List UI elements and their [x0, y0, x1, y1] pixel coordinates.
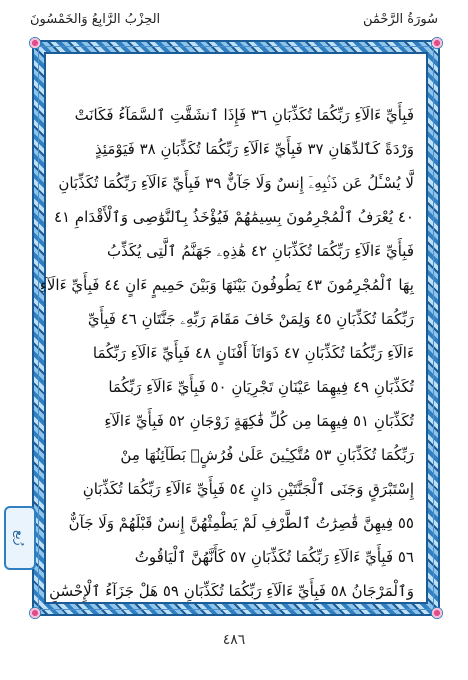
- page-header: [30, 8, 438, 34]
- verse-line: رَبِّكُمَا تُكَذِّبَانِ ٤٥ وَلِمَنْ خَافَ مَقَامَ رَبِّهِۦ جَنَّتَانِ ٤٦ فَبِأَيِّ: [87, 310, 414, 328]
- hizb-title: الحِزْبُ الرَّابِعُ وَالخَمْسُونَ: [30, 12, 161, 27]
- verse-line: رَبِّكُمَا تُكَذِّبَانِ ٥٣ مُتَّكِـِٔينَ عَلَىٰ فُرُشٍۭ بَطَآئِنُهَا مِنْ: [120, 446, 414, 464]
- verse-line: تُكَذِّبَانِ ٥١ فِيهِمَا مِن كُلِّ فَٰكِهَةٍ زَوْجَانِ ٥٢ فَبِأَيِّ ءَالَآءِ: [104, 412, 414, 430]
- verse-line: فَبِأَيِّ ءَالَآءِ رَبِّكُمَا تُكَذِّبَانِ ٤٢ هَٰذِهِۦ جَهَنَّمُ ٱلَّتِى يُكَذِّبُ: [106, 242, 414, 260]
- corner-rosette-icon: [431, 607, 443, 619]
- rub-marker: [4, 506, 36, 570]
- corner-rosette-icon: [431, 37, 443, 49]
- surah-title: سُورَةُ الرَّحْمَٰن: [362, 12, 438, 27]
- verse-line: لَّا يُسْـَٔلُ عَن ذَنۢبِهِۦٓ إِنسٌ وَلَا جَآنٌّ ٣٩ فَبِأَيِّ ءَالَآءِ رَبِّكُمَا تُكَذِّبَانِ: [58, 174, 414, 192]
- verse-line: بِهَا ٱلْمُجْرِمُونَ ٤٣ يَطُوفُونَ بَيْنَهَا وَبَيْنَ حَمِيمٍ ءَانٍ ٤٤ فَبِأَيِّ ءَالَآءِ: [39, 276, 414, 294]
- verse-line: وَٱلْمَرْجَانُ ٥٨ فَبِأَيِّ ءَالَآءِ رَبِّكُمَا تُكَذِّبَانِ ٥٩ هَلْ جَزَآءُ ٱلْإِحْسَٰنِ: [49, 582, 414, 600]
- rub-label: رُبع: [13, 530, 27, 546]
- verses-block: [39, 98, 414, 600]
- verse-line: ٤٠ يُعْرَفُ ٱلْمُجْرِمُونَ بِسِيمَٰهُمْ فَيُؤْخَذُ بِٱلنَّوَٰصِى وَٱلْأَقْدَامِ ٤١: [53, 208, 414, 226]
- corner-rosette-icon: [29, 37, 41, 49]
- verse-line: تُكَذِّبَانِ ٤٩ فِيهِمَا عَيْنَانِ تَجْرِيَانِ ٥٠ فَبِأَيِّ ءَالَآءِ رَبِّكُمَا: [108, 378, 414, 396]
- verse-line: وَرْدَةً كَٱلدِّهَانِ ٣٧ فَبِأَيِّ ءَالَآءِ رَبِّكُمَا تُكَذِّبَانِ ٣٨ فَيَوْمَئِذٍ: [94, 140, 414, 158]
- page-number: ٤٨٦: [222, 632, 246, 648]
- verse-line: ٥٥ فِيهِنَّ قَٰصِرَٰتُ ٱلطَّرْفِ لَمْ يَطْمِثْهُنَّ إِنسٌ قَبْلَهُمْ وَلَا جَآنٌّ: [68, 514, 414, 532]
- corner-rosette-icon: [29, 607, 41, 619]
- verse-line: فَبِأَيِّ ءَالَآءِ رَبِّكُمَا تُكَذِّبَانِ ٣٦ فَإِذَا ٱنشَقَّتِ ٱلسَّمَآءُ فَكَانَتْ: [74, 106, 414, 124]
- verse-line: ٥٦ فَبِأَيِّ ءَالَآءِ رَبِّكُمَا تُكَذِّبَانِ ٥٧ كَأَنَّهُنَّ ٱلْيَاقُوتُ: [134, 548, 414, 566]
- verse-line: ءَالَآءِ رَبِّكُمَا تُكَذِّبَانِ ٤٧ ذَوَاتَآ أَفْنَانٍ ٤٨ فَبِأَيِّ ءَالَآءِ رَبِّكُمَا: [92, 344, 414, 362]
- verse-line: إِسْتَبْرَقٍ وَجَنَى ٱلْجَنَّتَيْنِ دَانٍ ٥٤ فَبِأَيِّ ءَالَآءِ رَبِّكُمَا تُكَذِّبَانِ: [82, 480, 414, 498]
